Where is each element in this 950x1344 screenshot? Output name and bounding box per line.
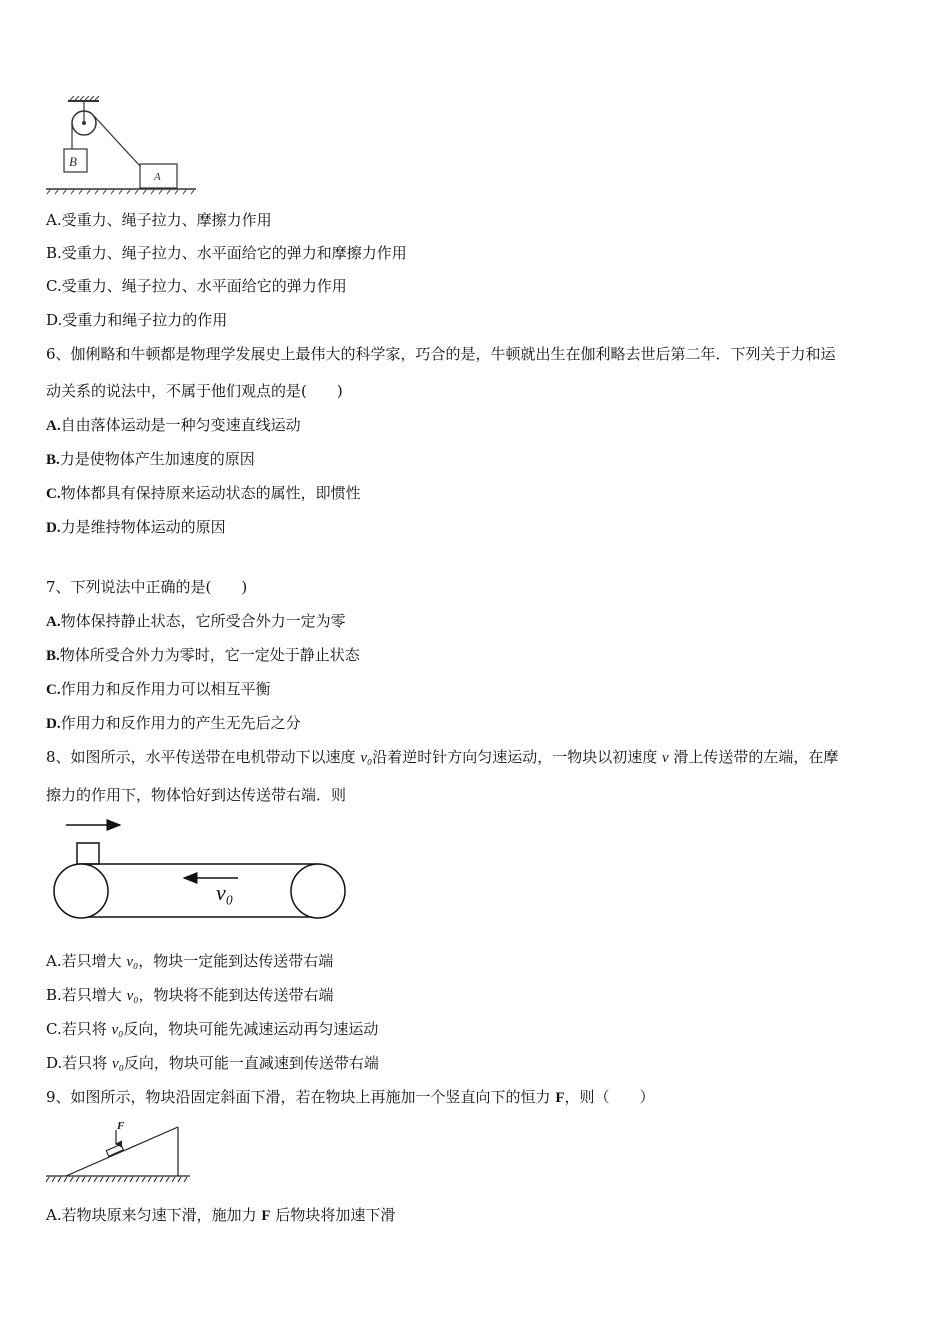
- q8-option-d: D.若只将 v₀反向，物块可能一直减速到传送带右端: [46, 1054, 379, 1072]
- q6-stem-line2: 动关系的说法中，不属于他们观点的是( ): [46, 382, 343, 400]
- q7-option-d: D.作用力和反作用力的产生无先后之分: [46, 714, 301, 732]
- conveyor-figure: [50, 816, 350, 924]
- q6-option-a: A.自由落体运动是一种匀变速直线运动: [46, 416, 301, 434]
- q9-option-a: A.若物块原来匀速下滑，施加力 F 后物块将加速下滑: [46, 1206, 396, 1224]
- right-roller: [291, 864, 345, 918]
- q7-option-a: A.物体保持静止状态，它所受合外力一定为零: [46, 612, 346, 630]
- q7-stem: 7、下列说法中正确的是( ): [46, 578, 248, 596]
- block-b-label: B: [69, 154, 77, 169]
- q7-option-b: B.物体所受合外力为零时，它一定处于静止状态: [46, 646, 360, 664]
- q6-option-b: B.力是使物体产生加速度的原因: [46, 450, 255, 468]
- belt-velocity-label: v₀: [216, 880, 234, 905]
- force-label: F: [117, 1120, 125, 1132]
- q7-option-c: C.作用力和反作用力可以相互平衡: [46, 680, 271, 698]
- q9-stem: 9、如图所示，物块沿固定斜面下滑，若在物块上再施加一个竖直向下的恒力 F，则（ ）: [46, 1088, 655, 1106]
- q8-stem-line1: 8、如图所示，水平传送带在电机带动下以速度 v₀沿着逆时针方向匀速运动，一物块以初速度 v 滑上传送带的左端，在摩: [46, 748, 839, 766]
- pulley-figure: [44, 96, 204, 196]
- q8-option-b: B.若只增大 v₀，物块将不能到达传送带右端: [46, 986, 334, 1004]
- block-a-label: A: [154, 171, 161, 183]
- q6-stem-line1: 6、伽俐略和牛顿都是物理学发展史上最伟大的科学家，巧合的是，牛顿就出生在伽利略去世后第二年．下列关于力和运: [46, 345, 836, 363]
- q6-option-d: D.力是维持物体运动的原因: [46, 518, 226, 536]
- q5-option-b: B.受重力、绳子拉力、水平面给它的弹力和摩擦力作用: [46, 244, 407, 262]
- q8-option-a: A.若只增大 v₀，物块一定能到达传送带右端: [46, 952, 334, 970]
- left-roller: [54, 864, 108, 918]
- q8-option-c: C.若只将 v₀反向，物块可能先减速运动再匀速运动: [46, 1020, 379, 1038]
- q8-stem-line2: 擦力的作用下，物体恰好到达传送带右端．则: [46, 786, 347, 804]
- q5-option-c: C.受重力、绳子拉力、水平面给它的弹力作用: [46, 277, 347, 295]
- incline-figure: [44, 1116, 194, 1188]
- q6-option-c: C.物体都具有保持原来运动状态的属性，即惯性: [46, 484, 361, 502]
- conveyor-block: [77, 843, 99, 864]
- q5-option-d: D.受重力和绳子拉力的作用: [46, 311, 228, 329]
- q5-option-a: A.受重力、绳子拉力、摩擦力作用: [46, 211, 272, 229]
